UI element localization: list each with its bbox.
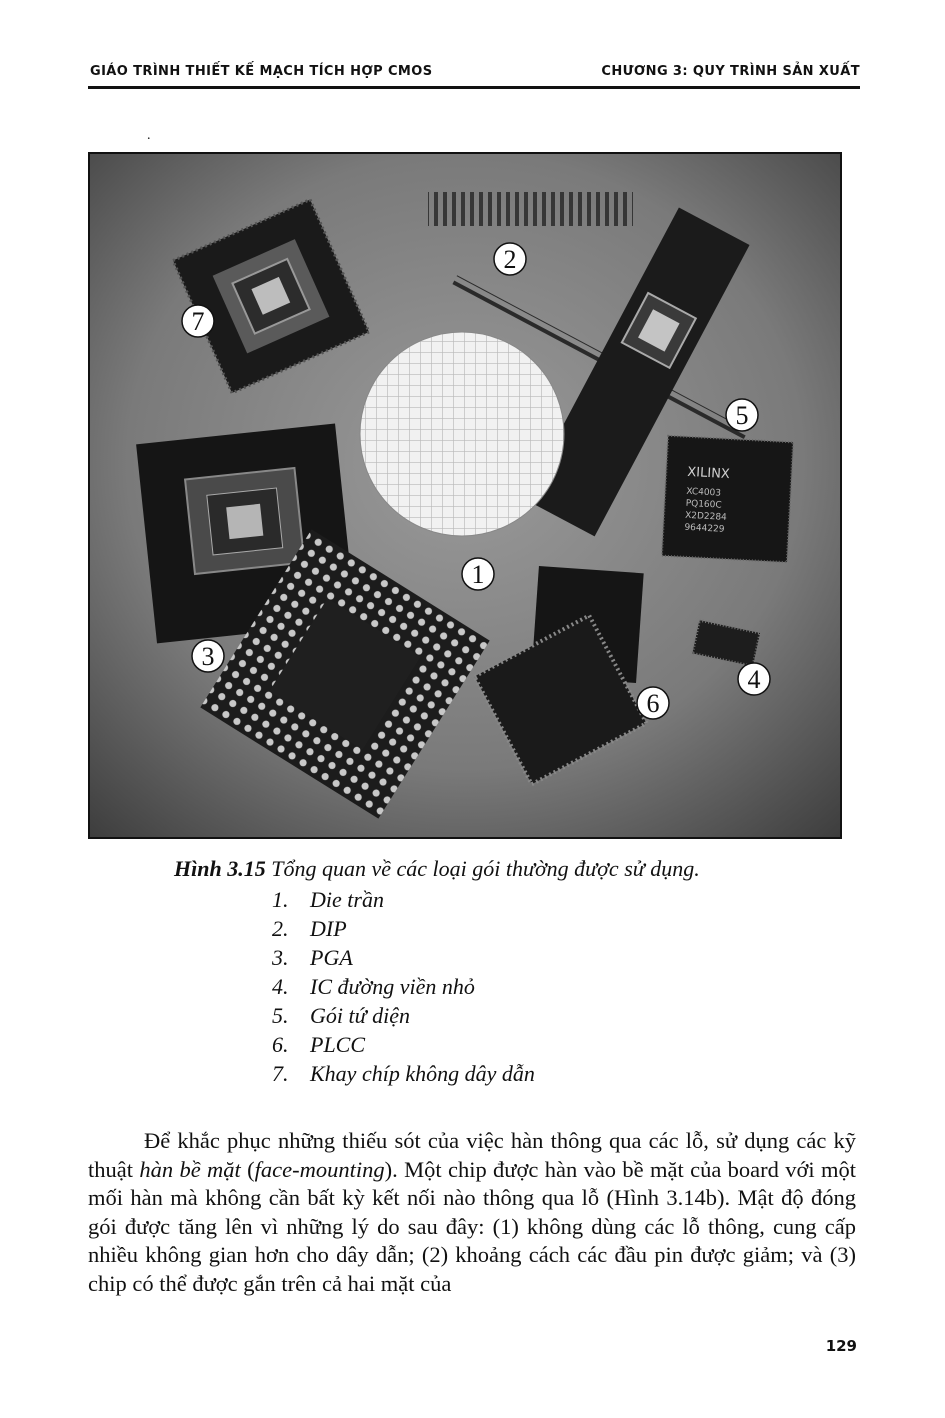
label-6 — [637, 687, 669, 719]
svg-text:X2D2284: X2D2284 — [684, 510, 728, 523]
legend-item: 5. Gói tứ diện — [272, 1003, 410, 1028]
svg-text:1: 1 — [471, 560, 485, 589]
legend-item: 4. IC đường viền nhỏ — [272, 974, 475, 999]
bare-die-wafer — [360, 332, 564, 536]
chip-brand: XILINX — [686, 464, 731, 483]
figure-number: Hình 3.15 — [174, 856, 266, 881]
svg-text:XC4003: XC4003 — [686, 486, 722, 499]
term-vi: hàn bề mặt — [139, 1156, 241, 1182]
figure-legend — [272, 885, 535, 1088]
svg-text:5: 5 — [735, 401, 749, 430]
svg-text:7: 7 — [191, 307, 205, 336]
label-1 — [462, 558, 494, 590]
label-2 — [494, 243, 526, 275]
legend-item: 6. PLCC — [272, 1032, 366, 1057]
figure-caption-text: Tổng quan về các loại gói thường được sử dụng. — [265, 856, 700, 881]
book-title: GIÁO TRÌNH THIẾT KẾ MẠCH TÍCH HỢP CMOS — [90, 64, 433, 79]
svg-text:3: 3 — [201, 642, 215, 671]
label-7 — [182, 305, 214, 337]
svg-text:PQ160C: PQ160C — [685, 498, 722, 511]
svg-text:6: 6 — [646, 689, 660, 718]
svg-text:2: 2 — [503, 245, 517, 274]
package-photo — [88, 152, 842, 839]
legend-item: 7. Khay chíp không dây dẫn — [272, 1061, 535, 1086]
legend-item: 2. DIP — [272, 916, 347, 941]
term-en: face-mounting — [254, 1156, 385, 1182]
stray-mark: . — [147, 128, 151, 143]
svg-text:9644229: 9644229 — [684, 522, 725, 535]
chapter-title: CHƯƠNG 3: QUY TRÌNH SẢN XUẤT — [601, 64, 860, 79]
legend-item: 3. PGA — [272, 945, 353, 970]
quad-flat-package — [662, 436, 793, 562]
body-paragraph: Để khắc phục những thiếu sót của việc hàn thông qua các lỗ, sử dụng các kỹ thuật hàn bề mặt (face-mounting). Một chip được hàn vào bề mặt của board với một mối hàn mà không cần bất kỳ kết nối nào thông qua lỗ (Hình 3.14b). Mật độ đóng gói được tăng lên vì những lý do sau đây: (1) không dùng các lỗ thông, cung cấp nhiều không gian hơn cho dây dẫn; (2) khoảng cách các đầu pin được giảm; và (3) chip có thể được gắn trên cả hai mặt của — [88, 1128, 856, 1296]
figure-caption — [174, 856, 700, 882]
svg-text:4: 4 — [747, 665, 761, 694]
legend-item: 1. Die trần — [272, 887, 384, 912]
label-5 — [726, 399, 758, 431]
label-3 — [192, 640, 224, 672]
page-number: 129 — [825, 1337, 857, 1355]
running-header — [88, 60, 860, 89]
label-4 — [738, 663, 770, 695]
